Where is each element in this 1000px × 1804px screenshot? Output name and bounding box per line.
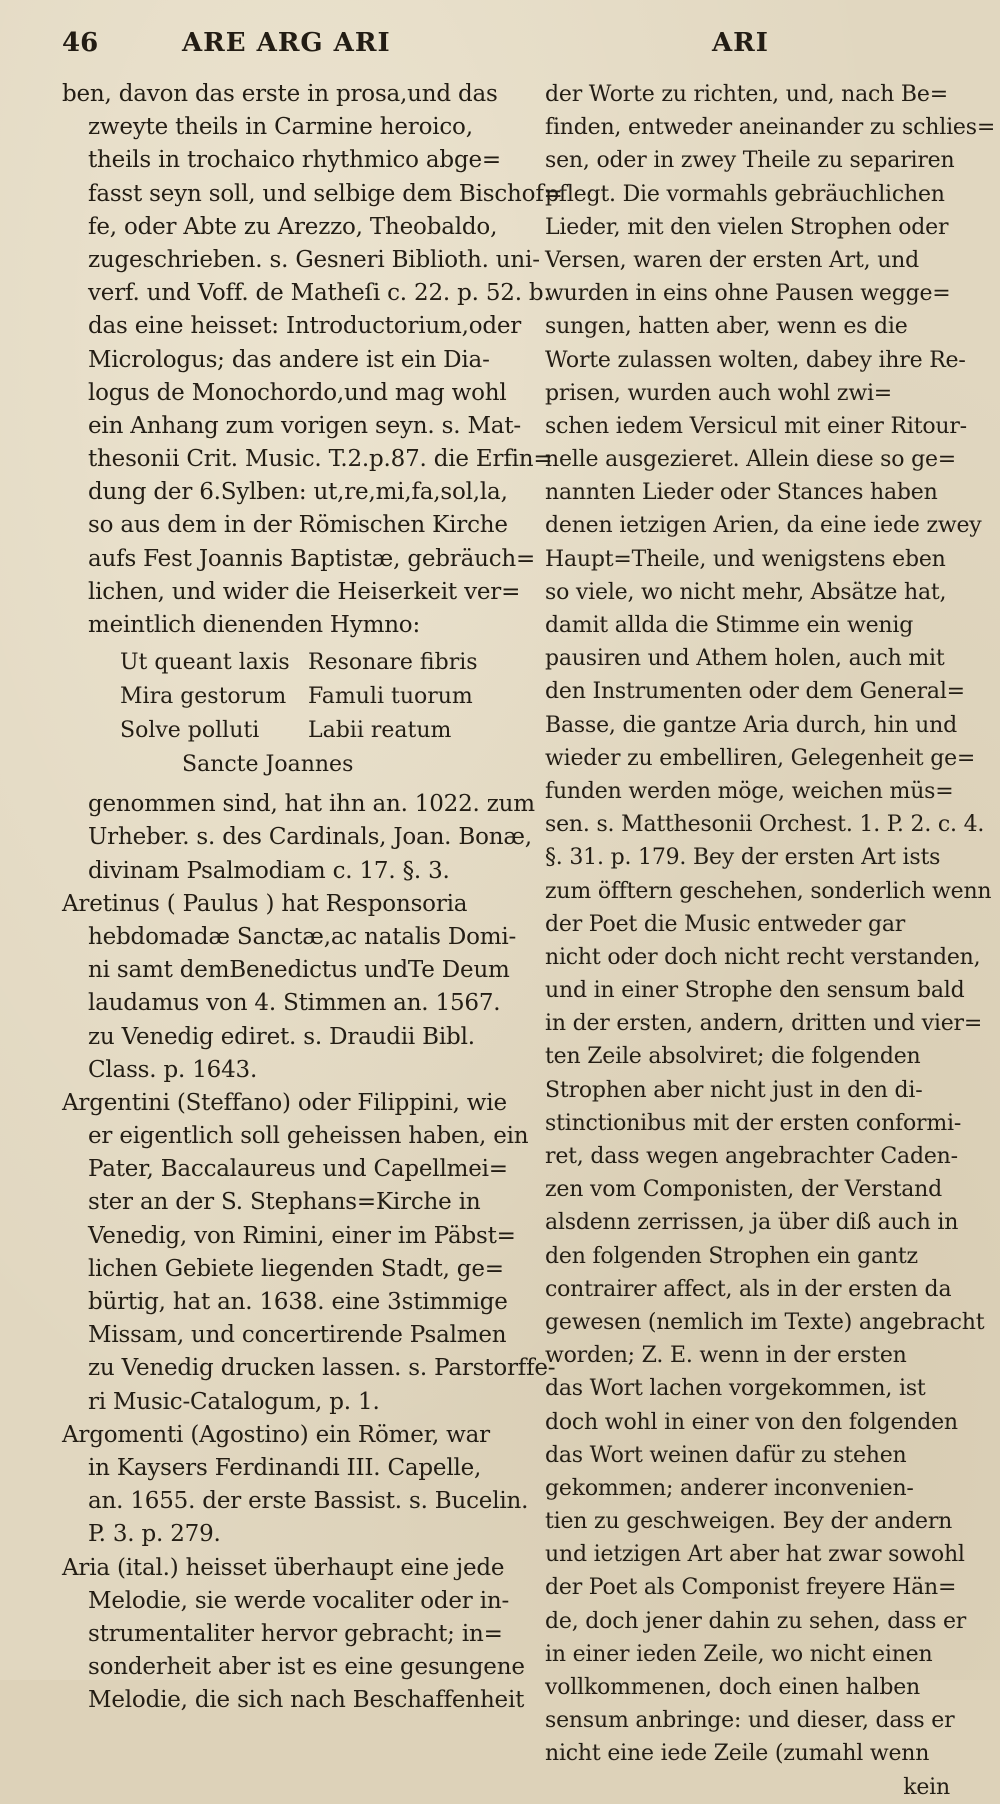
text-line: §. 31. p. 179. Bey der ersten Art ists — [545, 845, 941, 871]
text-line: in der ersten, andern, dritten und vier= — [545, 1011, 983, 1037]
text-line: das eine heisset: Introductorium,oder — [88, 313, 522, 340]
verse-half: Ut queant laxis — [120, 650, 290, 676]
text-line: pausiren und Athem holen, auch mit — [545, 646, 945, 672]
text-line: ri Music-Catalogum, p. 1. — [88, 1388, 380, 1415]
text-line: ten Zeile absolviret; die folgenden — [545, 1044, 921, 1070]
text-line: schen iedem Versicul mit einer Ritour- — [545, 413, 967, 439]
verse-half: Mira gestorum — [120, 684, 287, 710]
text-line: nannten Lieder oder Stances haben — [545, 480, 938, 506]
text-line: zum öfftern geschehen, sonderlich wenn — [545, 878, 992, 904]
text-line: zu Venedig ediret. s. Draudii Bibl. — [88, 1023, 475, 1050]
text-line: Basse, die gantze Aria durch, hin und — [545, 712, 957, 738]
text-line: Micrologus; das andere ist ein Dia- — [88, 346, 490, 373]
text-line: de, doch jener dahin zu sehen, dass er — [545, 1608, 967, 1634]
text-line: den folgenden Strophen ein gantz — [545, 1243, 918, 1269]
text-line: sensum anbringe: und dieser, dass er — [545, 1708, 955, 1734]
text-line: hebdomadæ Sanctæ,ac natalis Domi- — [88, 923, 517, 950]
text-line: prisen, wurden auch wohl zwi= — [545, 380, 893, 406]
text-line: fasst seyn soll, und selbige dem Bischof= — [88, 180, 563, 207]
text-line: ben, davon das erste in prosa,und das — [62, 81, 498, 107]
text-line: sen, oder in zwey Theile zu separiren — [545, 148, 955, 174]
text-line: lichen Gebiete liegenden Stadt, ge= — [88, 1255, 504, 1282]
verse-half: Sancte Joannes — [182, 752, 354, 778]
text-line: contrairer affect, als in der ersten da — [545, 1276, 952, 1302]
text-line: sen. s. Matthesonii Orchest. 1. P. 2. c. 4. — [545, 812, 985, 838]
text-line: tien zu geschweigen. Bey der andern — [545, 1509, 953, 1535]
text-line: stinctionibus mit der ersten conformi- — [545, 1110, 962, 1136]
hymn-verse — [62, 646, 502, 782]
text-line: doch wohl in einer von den folgenden — [545, 1409, 958, 1435]
text-line: der Worte zu richten, und, nach Be= — [545, 82, 948, 107]
text-line: ster an der S. Stephans=Kirche in — [88, 1189, 481, 1216]
running-header — [0, 22, 1000, 62]
text-line: Strophen aber nicht just in den di- — [545, 1077, 923, 1103]
text-line: ret, dass wegen angebrachter Caden- — [545, 1144, 958, 1169]
text-line: laudamus von 4. Stimmen an. 1567. — [88, 990, 501, 1017]
text-line: zweyte theils in Carmine heroico, — [88, 114, 473, 141]
text-line: nelle ausgezieret. Allein diese so ge= — [545, 447, 957, 473]
right-guide-words: ARI — [712, 28, 769, 58]
text-line: nicht oder doch nicht recht verstanden, — [545, 944, 981, 970]
text-line: genommen sind, hat ihn an. 1022. zum — [88, 791, 535, 818]
entry-line-heading: Argomenti (Agostino) ein Römer, war — [62, 1421, 490, 1448]
verse-line — [62, 646, 502, 680]
text-line: finden, entweder aneinander zu schlies= — [545, 115, 996, 141]
text-line: aufs Fest Joannis Baptistæ, gebräuch= — [88, 545, 536, 572]
text-line: P. 3. p. 279. — [88, 1521, 221, 1548]
text-line: theils in trochaico rhythmico abge= — [88, 147, 501, 174]
text-line: lichen, und wider die Heiserkeit ver= — [88, 578, 521, 605]
text-line: zugeschrieben. s. Gesneri Biblioth. uni- — [88, 246, 540, 273]
text-line: Lieder, mit den vielen Strophen oder — [545, 214, 949, 240]
text-line: pflegt. Die vormahls gebräuchlichen — [545, 181, 945, 207]
right-column — [545, 78, 996, 1804]
text-line: ni samt demBenedictus undTe Deum — [88, 957, 510, 984]
text-line: zen vom Componisten, der Verstand — [545, 1177, 942, 1203]
text-line: fe, oder Abte zu Arezzo, Theobaldo, — [88, 213, 498, 240]
verse-half: Solve polluti — [120, 718, 260, 744]
left-column — [62, 78, 563, 1717]
text-line: Pater, Baccalaureus und Capellmei= — [88, 1156, 508, 1183]
text-line: an. 1655. der erste Bassist. s. Bucelin. — [88, 1488, 529, 1515]
text-line: meintlich dienenden Hymno: — [88, 612, 421, 638]
entry-line-heading: Aretinus ( Paulus ) hat Responsoria — [62, 890, 468, 917]
text-line: thesonii Crit. Music. T.2.p.87. die Erfin= — [88, 446, 553, 473]
text-line: vollkommenen, doch einen halben — [545, 1675, 921, 1700]
page-number: 46 — [62, 28, 99, 58]
verse-half: Resonare fibris — [308, 650, 478, 676]
text-line: das Wort lachen vorgekommen, ist — [545, 1376, 926, 1402]
verse-half: Famuli tuorum — [308, 684, 473, 710]
text-line: und in einer Strophe den sensum bald — [545, 978, 965, 1004]
text-line: ein Anhang zum vorigen seyn. s. Mat- — [88, 412, 521, 439]
text-line: divinam Psalmodiam c. 17. §. 3. — [88, 857, 450, 884]
text-line: wurden in eins ohne Pausen wegge= — [545, 281, 951, 307]
text-line: damit allda die Stimme ein wenig — [545, 613, 914, 638]
text-line: logus de Monochordo,und mag wohl — [88, 379, 507, 406]
text-line: in einer ieden Zeile, wo nicht einen — [545, 1641, 933, 1667]
text-line: Versen, waren der ersten Art, und — [545, 247, 920, 273]
text-line: Missam, und concertirende Psalmen — [88, 1322, 507, 1349]
text-line: so viele, wo nicht mehr, Absätze hat, — [545, 579, 947, 605]
left-guide-words: ARE ARG ARI — [182, 28, 391, 58]
verse-line — [62, 714, 502, 748]
text-line: zu Venedig drucken lassen. s. Parstorffe- — [88, 1355, 556, 1382]
text-line: verf. und Voff. de Matheſi c. 22. p. 52. b. — [88, 280, 551, 307]
text-line: und ietzigen Art aber hat zwar sowohl — [545, 1542, 965, 1568]
text-line: er eigentlich soll geheissen haben, ein — [88, 1123, 529, 1150]
text-line: denen ietzigen Arien, da eine iede zwey — [545, 513, 982, 539]
text-line: wieder zu embelliren, Gelegenheit ge= — [545, 745, 976, 771]
catchword: kein — [903, 1774, 950, 1800]
text-line: bürtig, hat an. 1638. eine 3stimmige — [88, 1289, 508, 1315]
text-line: strumentaliter hervor gebracht; in= — [88, 1620, 503, 1647]
text-line: den Instrumenten oder dem General= — [545, 679, 965, 705]
text-line: das Wort weinen dafür zu stehen — [545, 1442, 907, 1468]
verse-line — [62, 680, 502, 714]
text-line: Melodie, sie werde vocaliter oder in- — [88, 1587, 510, 1614]
text-line: gewesen (nemlich im Texte) angebracht — [545, 1309, 985, 1335]
text-line: Class. p. 1643. — [88, 1056, 258, 1083]
text-line: Worte zulassen wolten, dabey ihre Re- — [545, 347, 966, 373]
verse-half: Labii reatum — [308, 718, 452, 744]
text-line: Melodie, die sich nach Beschaffenheit — [88, 1687, 525, 1714]
text-line: Urheber. s. des Cardinals, Joan. Bonæ, — [88, 824, 532, 851]
text-line: Venedig, von Rimini, einer im Päbst= — [88, 1222, 516, 1249]
verse-line — [62, 748, 502, 782]
text-line: nicht eine iede Zeile (zumahl wenn — [545, 1741, 930, 1767]
entry-line-heading: Aria (ital.) heisset überhaupt eine jede — [62, 1554, 505, 1581]
text-line: worden; Z. E. wenn in der ersten — [545, 1343, 907, 1369]
text-line: so aus dem in der Römischen Kirche — [88, 512, 508, 539]
text-line: alsdenn zerrissen, ja über diß auch in — [545, 1210, 959, 1236]
text-line: in Kaysers Ferdinandi III. Capelle, — [88, 1454, 482, 1481]
text-line: gekommen; anderer inconvenien- — [545, 1475, 914, 1501]
text-line: der Poet als Componist freyere Hän= — [545, 1575, 957, 1601]
text-line: sungen, hatten aber, wenn es die — [545, 314, 908, 340]
text-line: funden werden möge, weichen müs= — [545, 778, 954, 804]
text-line: dung der 6.Sylben: ut,re,mi,fa,sol,la, — [88, 479, 508, 506]
text-line: Haupt=Theile, und wenigstens eben — [545, 546, 946, 572]
entry-line-heading: Argentini (Steffano) oder Filippini, wie — [62, 1089, 507, 1116]
text-line: der Poet die Music entweder gar — [545, 911, 906, 937]
text-line: sonderheit aber ist es eine gesungene — [88, 1654, 525, 1681]
